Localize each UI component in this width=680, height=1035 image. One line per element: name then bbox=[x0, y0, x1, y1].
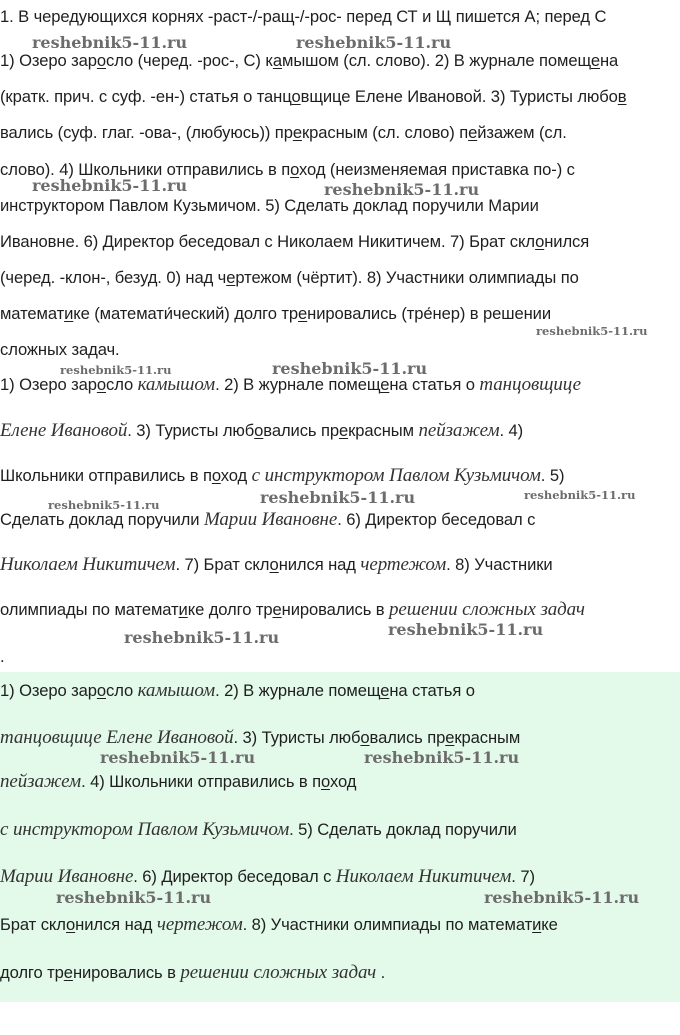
version1-line-2: Елене Ивановой. 3) Туристы любовались прекрасным пейзажем. 4) bbox=[0, 420, 524, 441]
version1-line-7: . bbox=[0, 647, 5, 666]
watermark: reshebnik5-11.ru bbox=[48, 498, 160, 512]
analysis-line-2: (кратк. прич. с суф. -ен-) статья о танцовщице Елене Ивановой. 3) Туристы любов bbox=[0, 87, 627, 106]
version2-line-1: 1) Озеро заросло камышом. 2) В журнале помещена статья о bbox=[0, 680, 475, 701]
analysis-line-8: математике (математи́ческий) долго тренировались (тре́нер) в решении bbox=[0, 304, 551, 323]
analysis-line-4: слово). 4) Школьники отправились в поход (неизменяемая приставка по-) с bbox=[0, 160, 575, 179]
version1-line-1: 1) Озеро заросло камышом. 2) В журнале помещена статья о танцовщице bbox=[0, 374, 581, 395]
version2-line-5: Марии Ивановне. 6) Директор беседовал с Николаем Никитичем. 7) bbox=[0, 866, 535, 887]
version2-line-6: Брат склонился над чертежом. 8) Участники олимпиады по математике bbox=[0, 914, 558, 935]
version1-line-6: олимпиады по математике долго тренировались в решении сложных задач bbox=[0, 599, 585, 620]
watermark: reshebnik5-11.ru bbox=[32, 176, 188, 195]
watermark: reshebnik5-11.ru bbox=[32, 33, 188, 52]
watermark: reshebnik5-11.ru bbox=[484, 888, 640, 907]
watermark: reshebnik5-11.ru bbox=[296, 33, 452, 52]
analysis-line-1: 1) Озеро заросло (черед. -рос-, С) камышом (сл. слово). 2) В журнале помещена bbox=[0, 51, 619, 70]
analysis-line-5: инструктором Павлом Кузьмичом. 5) Сделать доклад поручили Марии bbox=[0, 196, 539, 215]
rule-line: 1. В чередующихся корнях -раст-/-ращ-/-рос- перед СТ и Щ пишется А; перед С bbox=[0, 7, 607, 26]
watermark: reshebnik5-11.ru bbox=[272, 359, 428, 378]
version2-line-4: с инструктором Павлом Кузьмичом. 5) Сделать доклад поручили bbox=[0, 819, 517, 840]
version2-line-2: танцовщице Елене Ивановой. 3) Туристы любовались прекрасным bbox=[0, 727, 521, 748]
analysis-line-6: Ивановне. 6) Директор беседовал с Николаем Никитичем. 7) Брат склонился bbox=[0, 232, 590, 251]
version2-line-3: пейзажем. 4) Школьники отправились в поход bbox=[0, 771, 357, 792]
watermark: reshebnik5-11.ru bbox=[536, 324, 648, 338]
analysis-line-3: вались (суф. глаг. -ова-, (любуюсь)) прекрасным (сл. слово) пейзажем (сл. bbox=[0, 123, 567, 142]
watermark: reshebnik5-11.ru bbox=[364, 748, 520, 767]
watermark: reshebnik5-11.ru bbox=[124, 628, 280, 647]
watermark: reshebnik5-11.ru bbox=[388, 620, 544, 639]
watermark: reshebnik5-11.ru bbox=[524, 488, 636, 502]
watermark: reshebnik5-11.ru bbox=[324, 180, 480, 199]
watermark: reshebnik5-11.ru bbox=[100, 748, 256, 767]
version1-line-3: Школьники отправились в поход с инструктором Павлом Кузьмичом. 5) bbox=[0, 465, 565, 486]
analysis-line-7: (черед. -клон-, безуд. 0) над чертежом (чёртит). 8) Участники олимпиады по bbox=[0, 268, 579, 287]
watermark: reshebnik5-11.ru bbox=[56, 888, 212, 907]
watermark: reshebnik5-11.ru bbox=[260, 488, 416, 507]
version1-line-4: Сделать доклад поручили Марии Ивановне. 6) Директор беседовал с bbox=[0, 509, 536, 530]
version2-line-7: долго тренировались в решении сложных задач . bbox=[0, 962, 386, 983]
watermark: reshebnik5-11.ru bbox=[60, 363, 172, 377]
version1-line-5: Николаем Никитичем. 7) Брат склонился над чертежом. 8) Участники bbox=[0, 554, 553, 575]
analysis-line-9: сложных задач. bbox=[0, 340, 120, 359]
